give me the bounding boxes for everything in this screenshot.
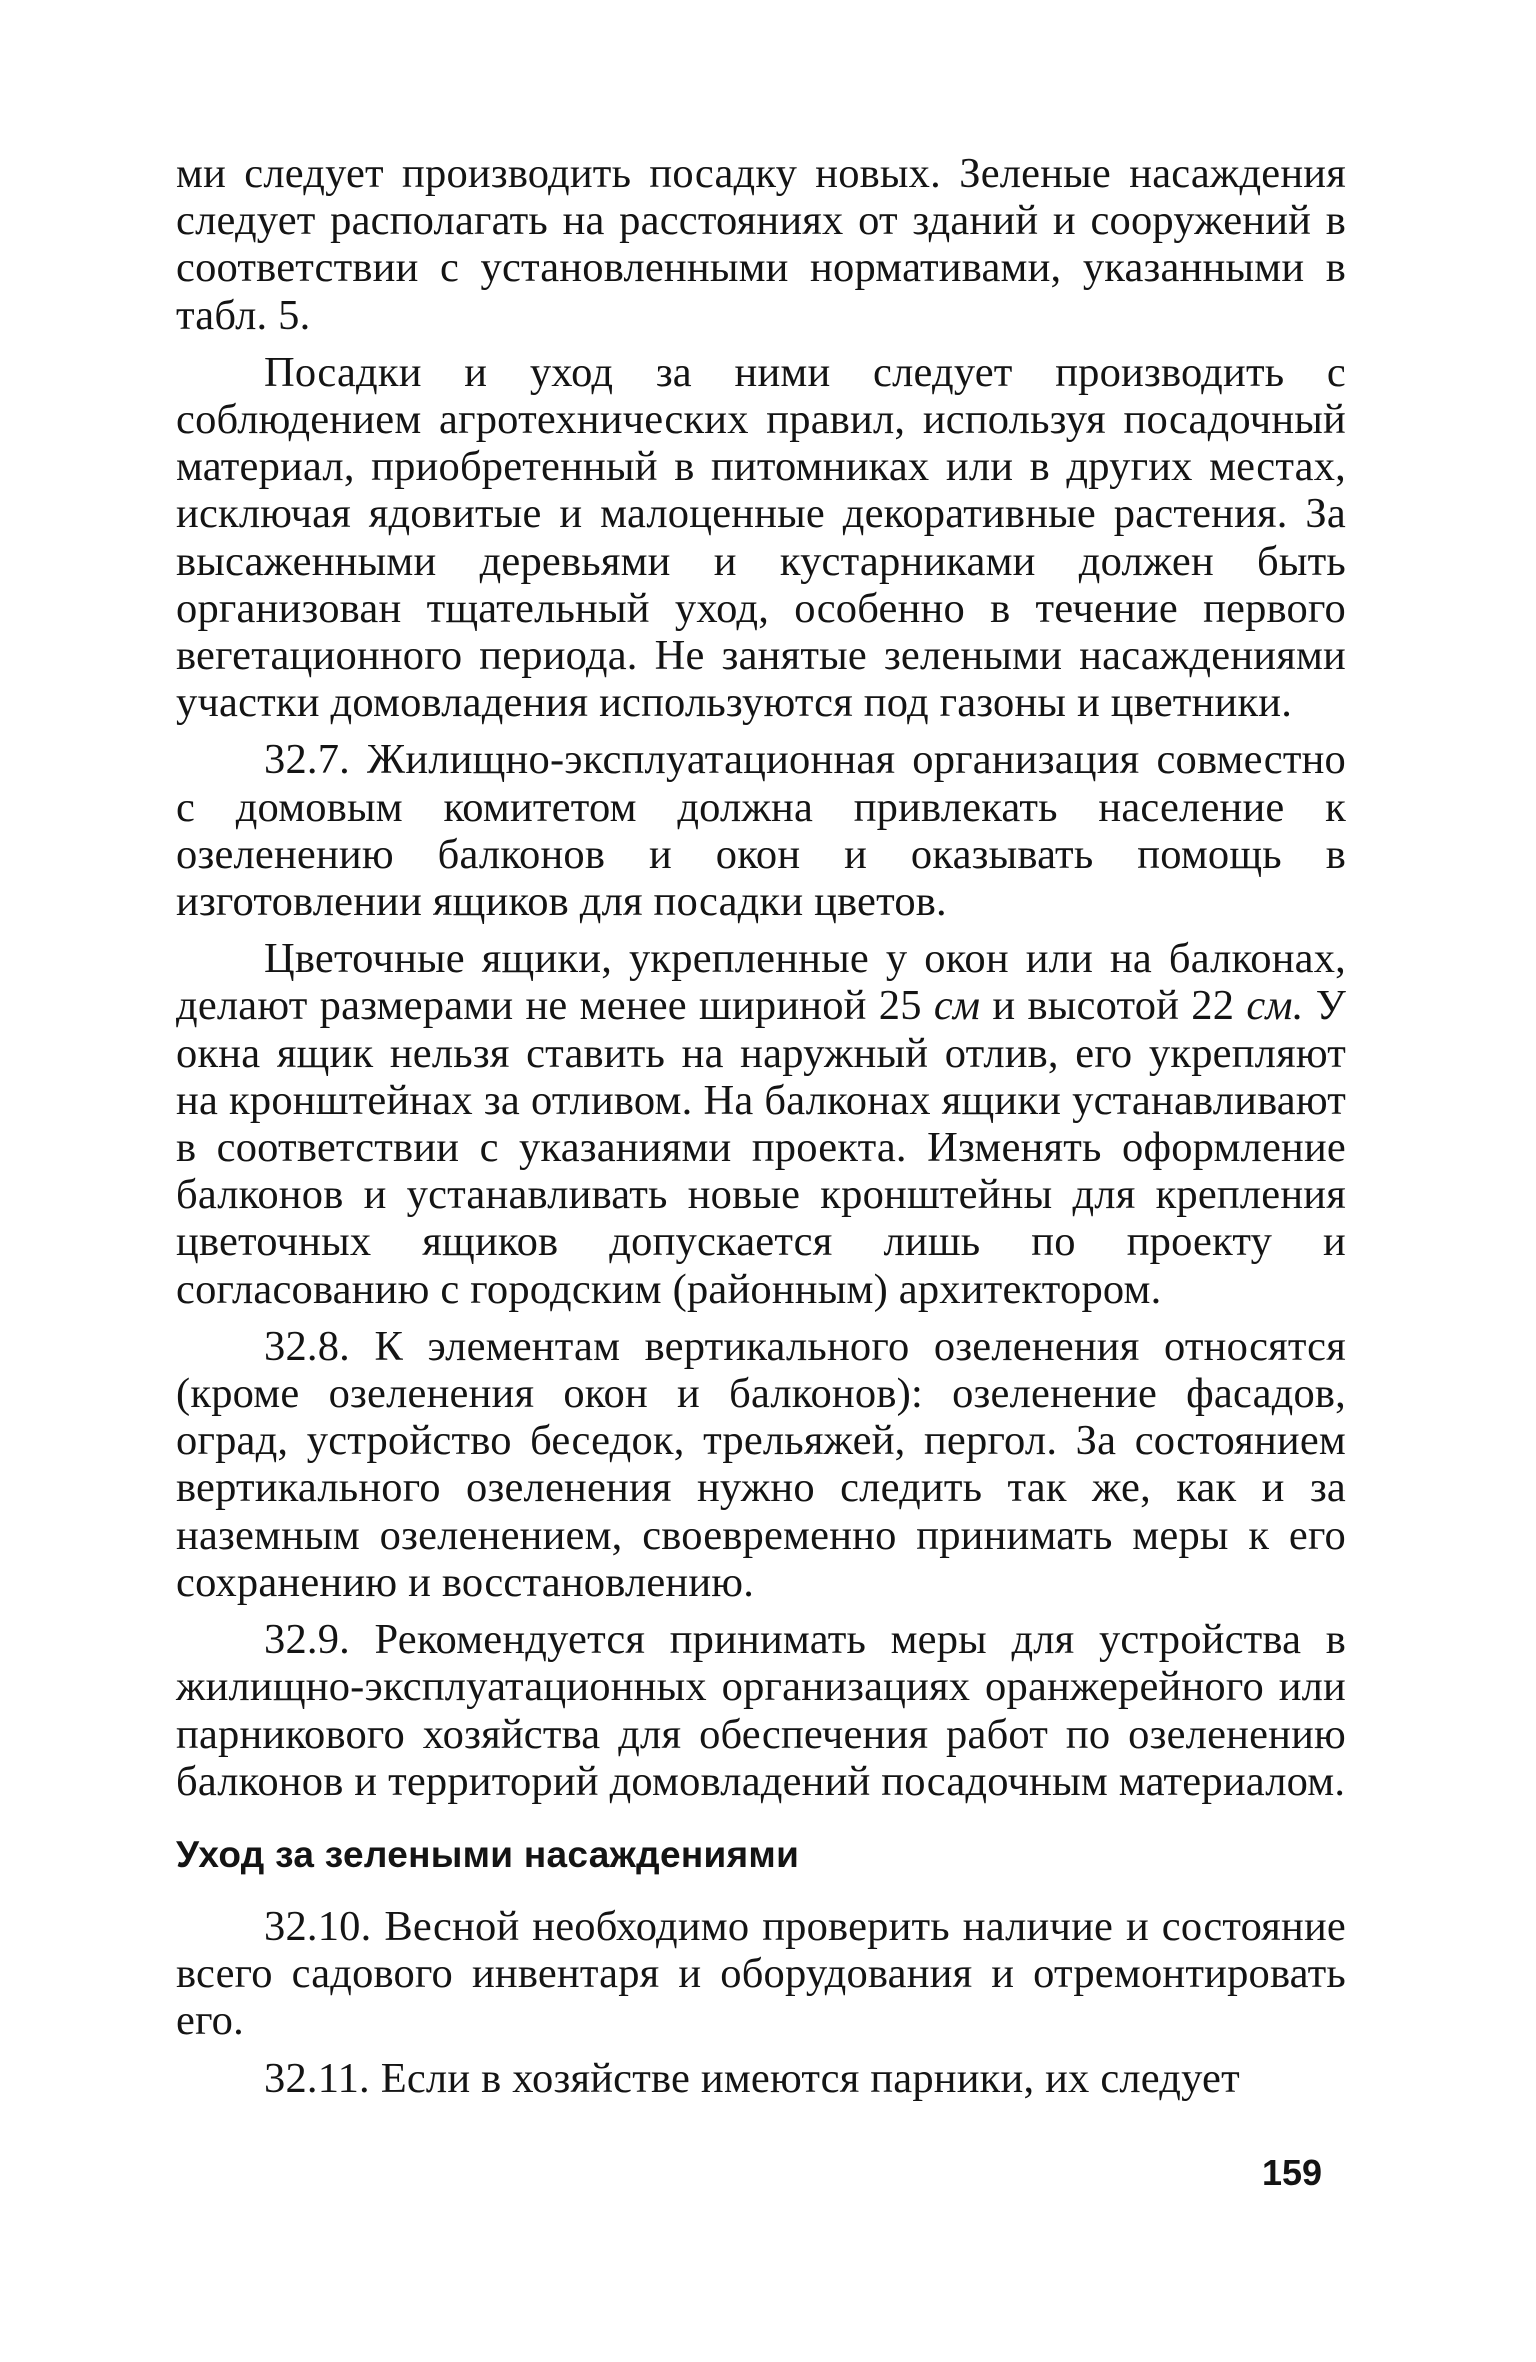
document-page [176, 150, 1346, 2112]
flower-box-text-part-2: и высотой 22 [992, 982, 1235, 1030]
paragraph-32-11: 32.11. Если в хозяйстве имеются парники, их следует [264, 2054, 1240, 2102]
page-number: 159 [1262, 2152, 1323, 2193]
paragraph-32-7: 32.7. Жилищно-эксплуатационная организация совместно с домовым комитетом должна привлекать население к озеленению балконов и окон и оказывать помощь в изготовлении ящиков для посадки цветов. [176, 736, 1346, 926]
paragraph-planting-care: Посадки и уход за ними следует производить с соблюдением агротехнических правил, используя посадочный материал, приобретенный в питомниках или в других местах, исключая ядовитые и малоценные декоративные растения. За высаженными деревьями и кустарниками должен быть организован тщательный уход, особенно в течение первого вегетационного периода. Не занятые зелеными насаждениями участки домовладения используются под газоны и цветники. [176, 348, 1346, 727]
section-heading: Уход за зелеными насаждениями [176, 1833, 800, 1875]
flower-box-text-part-3: У окна ящик нельзя ставить на наружный отлив, его укрепляют на кронштейнах за отливом. На балконах ящики устанавливают в соответствии с указаниями проекта. Изменять оформление балконов и устанавливать новые кронштейны для крепления цветочных ящиков допускается лишь по проекту и согласованию с городским (районным) архитектором. [176, 982, 1347, 1313]
paragraph-32-8: 32.8. К элементам вертикального озеленения относятся (кроме озеленения окон и балконов): озеленение фасадов, оград, устройство беседок, трельяжей, пергол. За состоянием вертикального озеленения нужно следить так же, как и за наземным озеленением, своевременно принимать меры к его сохранению и восстановлению. [176, 1322, 1346, 1606]
unit-cm-height: см. [1246, 982, 1304, 1030]
paragraph-continuation: ми следует производить посадку новых. Зеленые насаждения следует располагать на расстояниях от зданий и сооружений в соответствии с установленными нормативами, указанными в табл. 5. [176, 150, 1346, 339]
paragraph-32-9: 32.9. Рекомендуется принимать меры для устройства в жилищно-эксплуатационных организациях оранжерейного или парникового хозяйства для обеспечения работ по озеленению балконов и территорий домовладений посадочным материалом. [176, 1616, 1346, 1805]
flower-box-text-part-1: Цветочные ящики, укрепленные у окон или на балконах, делают размерами не менее шириной 25 [176, 935, 1346, 1030]
paragraph-32-10: 32.10. Весной необходимо проверить наличие и состояние всего садового инвентаря и оборудования и отремонтировать его. [176, 1902, 1346, 2045]
unit-cm-width: см [933, 982, 981, 1030]
paragraph-flower-boxes [176, 935, 1346, 1313]
